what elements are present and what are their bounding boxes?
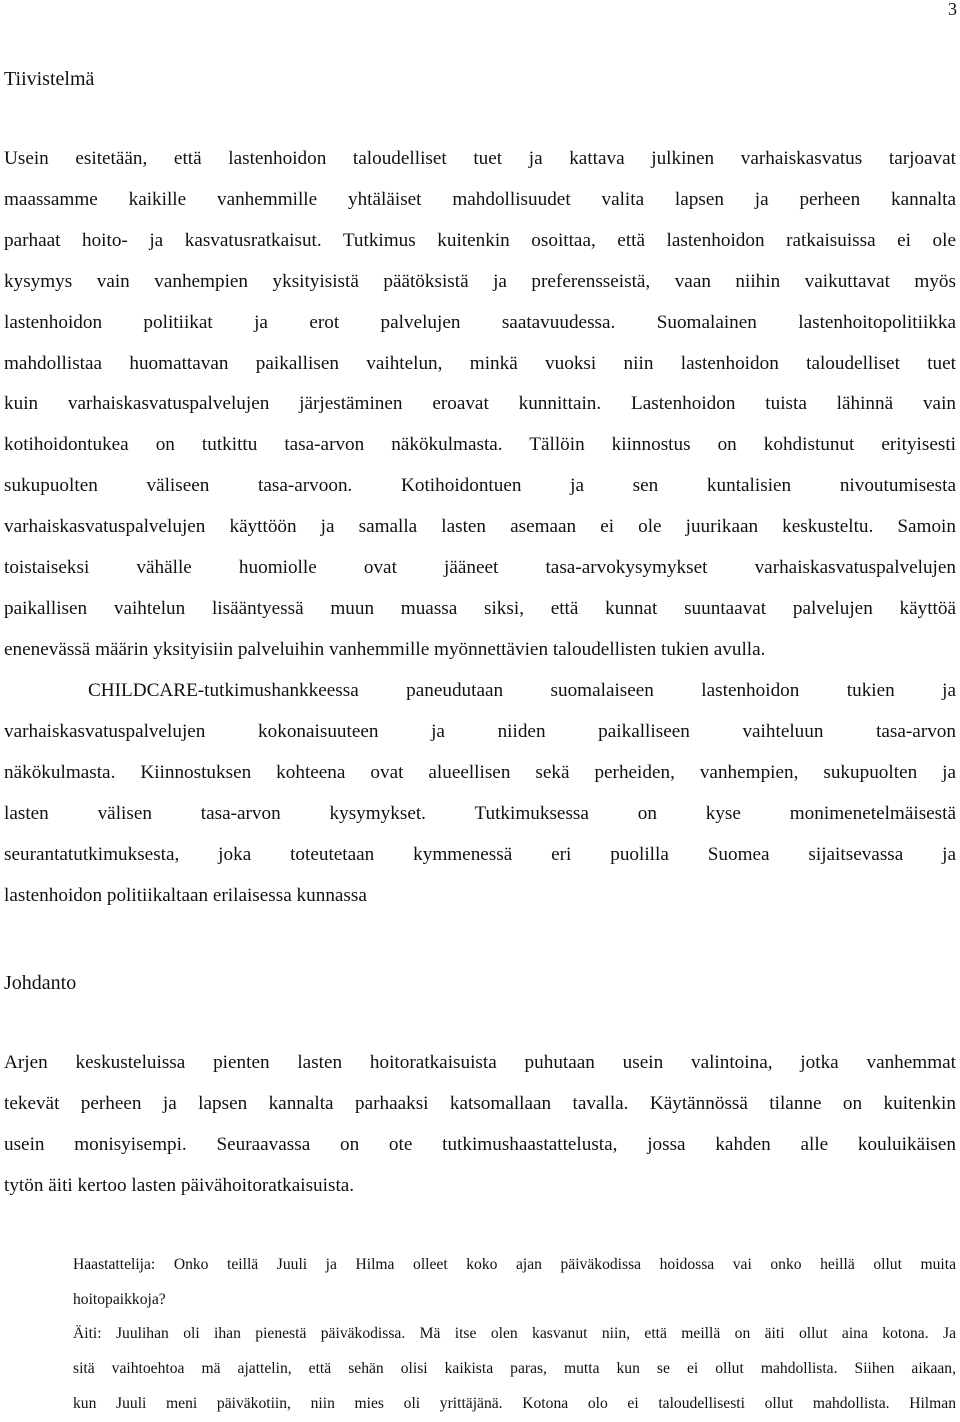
- text-line: Usein esitetään, että lastenhoidon taloudelliset tuet ja kattava julkinen varhaiskasvatus tarjoavat: [4, 148, 956, 169]
- text-line: CHILDCARE-tutkimushankkeessa paneudutaan suomalaiseen lastenhoidon tukien ja: [88, 680, 956, 701]
- text-line: näkökulmasta. Kiinnostuksen kohteena ovat alueellisen sekä perheiden, vanhempien, sukupuolten ja: [4, 761, 956, 783]
- text-line: kotihoidontukea on tutkittu tasa-arvon näkökulmasta. Tällöin kiinnostus on kohdistunut erityisesti: [4, 434, 956, 456]
- text-line: kysymys vain vanhempien yksityisistä päätöksistä ja preferensseistä, vaan niihin vaikuttavat myös: [4, 270, 956, 292]
- text-line: maassamme kaikille vanhemmille yhtäläiset mahdollisuudet valita lapsen ja perheen kannalta: [4, 188, 956, 210]
- text-line: sukupuolten väliseen tasa-arvoon. Kotihoidontuen ja sen kuntalisien nivoutumisesta: [4, 475, 956, 497]
- text-line: paikallisen vaihtelun lisääntyessä muun muassa siksi, että kunnat suuntaavat palvelujen käyttöä: [4, 597, 956, 619]
- quote-line: Haastattelija: Onko teillä Juuli ja Hilma olleet koko ajan päiväkodissa hoidossa vai onko heillä ollut muita: [73, 1256, 956, 1273]
- text-line: toistaiseksi vähälle huomiolle ovat jääneet tasa-arvokysymykset varhaiskasvatuspalvelujen: [4, 557, 956, 579]
- text-line: lastenhoidon politiikat ja erot palvelujen saatavuudessa. Suomalainen lastenhoitopolitiikka: [4, 311, 956, 333]
- text-line: tytön äiti kertoo lasten päivähoitoratkaisuista.: [4, 1174, 355, 1196]
- abstract-heading: Tiivistelmä: [4, 68, 95, 90]
- text-line: lastenhoidon politiikaltaan erilaisessa kunnassa: [4, 884, 367, 906]
- text-line: tekevät perheen ja lapsen kannalta parhaaksi katsomallaan tavalla. Käytännössä tilanne on kuitenkin: [4, 1092, 956, 1114]
- quote-line: kun Juuli meni päiväkotiin, niin mies oli yrittäjänä. Kotona olo ei taloudellisesti ollut mahdollista. Hilman: [73, 1394, 956, 1412]
- abstract-paragraph-2: [4, 671, 956, 916]
- quote-line: hoitopaikkoja?: [73, 1290, 166, 1308]
- introduction-paragraph-1: [4, 1043, 956, 1207]
- text-line: kuin varhaiskasvatuspalvelujen järjestäminen eroavat kunnittain. Lastenhoidon tuista lähinnä vain: [4, 393, 956, 415]
- text-line: mahdollistaa huomattavan paikallisen vaihtelun, minkä vuoksi niin lastenhoidon taloudelliset tuet: [4, 352, 956, 374]
- introduction-heading: Johdanto: [4, 972, 77, 994]
- text-line: enenevässä määrin yksityisiin palveluihin vanhemmille myönnettävien taloudellisten tukien avulla.: [4, 638, 766, 660]
- text-line: lasten välisen tasa-arvon kysymykset. Tutkimuksessa on kyse monimenetelmäisestä: [4, 802, 956, 824]
- text-line: parhaat hoito- ja kasvatusratkaisut. Tutkimus kuitenkin osoittaa, että lastenhoidon ratkaisuissa ei ole: [4, 229, 956, 251]
- text-line: seurantatutkimuksesta, joka toteutetaan kymmenessä eri puolilla Suomea sijaitsevassa ja: [4, 843, 956, 865]
- abstract-paragraph-1: [4, 139, 956, 671]
- interview-quote: [73, 1248, 956, 1422]
- page-number: 3: [948, 0, 957, 19]
- quote-line: Äiti: Juulihan oli ihan pienestä päiväkodissa. Mä itse olen kasvanut niin, että meillä on äiti ollut aina kotona. Ja: [73, 1325, 956, 1343]
- text-line: usein monisyisempi. Seuraavassa on ote tutkimushaastattelusta, jossa kahden alle kouluikäisen: [4, 1133, 956, 1155]
- text-line: varhaiskasvatuspalvelujen kokonaisuuteen ja niiden paikalliseen vaihteluun tasa-arvon: [4, 720, 956, 742]
- text-line: varhaiskasvatuspalvelujen käyttöön ja samalla lasten asemaan ei ole juurikaan keskusteltu. Samoin: [4, 516, 956, 538]
- text-line: Arjen keskusteluissa pienten lasten hoitoratkaisuista puhutaan usein valintoina, jotka vanhemmat: [4, 1052, 956, 1073]
- quote-line: sitä vaihtoehtoa mä ajattelin, että sehän olisi kaikista paras, mutta kun se ei ollut mahdollista. Siihen aikaan,: [73, 1360, 956, 1378]
